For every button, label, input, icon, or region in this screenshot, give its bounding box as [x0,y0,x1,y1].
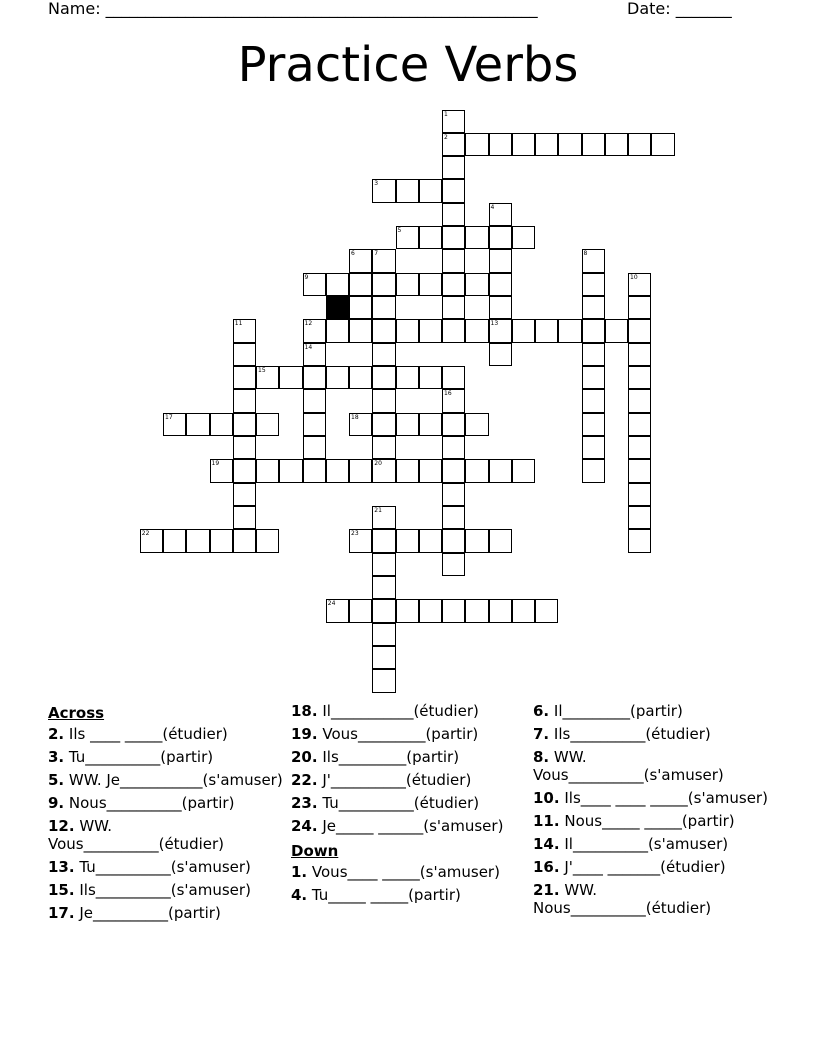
grid-cell[interactable] [303,436,326,459]
grid-cell[interactable] [582,249,605,272]
grid-cell[interactable] [582,343,605,366]
grid-cell[interactable] [349,249,372,272]
grid-cell[interactable] [303,389,326,412]
clue-number: 14 [304,343,313,351]
clue-item-text: WW. Vous__________(étudier) [48,817,225,853]
grid-cell[interactable] [582,133,605,156]
clue-item [291,886,526,904]
grid-cell[interactable] [582,296,605,319]
grid-cell[interactable] [233,483,256,506]
clue-number: 23 [351,530,359,538]
grid-cell[interactable] [419,599,442,622]
clue-item [48,904,283,922]
grid-cell[interactable] [489,319,512,342]
grid-cell[interactable] [628,459,651,482]
clue-item [533,835,768,853]
clue-item [48,794,283,812]
grid-cell[interactable] [628,343,651,366]
grid-cell[interactable] [303,366,326,389]
black-cell [326,296,349,319]
clue-item-text: Il__________(s'amuser) [559,835,729,853]
grid-cell[interactable] [303,273,326,296]
clue-item-text: Ils__________(s'amuser) [74,881,251,899]
grid-cell[interactable] [442,436,465,459]
grid-cell[interactable] [628,296,651,319]
grid-cell[interactable] [442,389,465,412]
grid-cell[interactable] [372,389,395,412]
grid-cell[interactable] [419,273,442,296]
grid-cell[interactable] [465,226,488,249]
clue-number: 10 [630,273,638,281]
grid-cell[interactable] [372,599,395,622]
clue-number: 18 [351,413,359,421]
clue-number: 20 [374,460,382,468]
clue-item-number: 4. [291,886,308,904]
clue-number: 5 [397,227,402,235]
clue-number: 17 [165,413,173,421]
clue-item-number: 9. [48,794,65,812]
grid-cell[interactable] [489,273,512,296]
clue-item [48,881,283,899]
grid-cell[interactable] [419,226,442,249]
clue-item-number: 21. [533,881,560,899]
clue-number: 11 [234,320,243,328]
grid-cell[interactable] [442,483,465,506]
clue-item [291,702,526,720]
grid-cell[interactable] [233,413,256,436]
grid-cell[interactable] [372,576,395,599]
grid-cell[interactable] [140,529,163,552]
grid-cell[interactable] [442,296,465,319]
clue-item-number: 2. [48,725,65,743]
grid-cell[interactable] [372,296,395,319]
grid-cell[interactable] [372,459,395,482]
grid-cell[interactable] [489,529,512,552]
grid-cell[interactable] [372,249,395,272]
grid-cell[interactable] [605,319,628,342]
clue-item [48,771,283,789]
clue-item-number: 15. [48,881,75,899]
clue-item-text: Il_________(partir) [549,702,683,720]
clue-item-number: 16. [533,858,560,876]
clue-item [291,725,526,743]
clue-number: 16 [444,390,452,398]
grid-cell[interactable] [396,226,419,249]
grid-cell[interactable] [349,459,372,482]
clue-number: 13 [490,320,499,328]
grid-cell[interactable] [256,529,279,552]
grid-cell[interactable] [303,319,326,342]
grid-cell[interactable] [651,133,674,156]
grid-cell[interactable] [489,599,512,622]
grid-cell[interactable] [210,413,233,436]
grid-cell[interactable] [628,366,651,389]
clue-item-number: 10. [533,789,560,807]
grid-cell[interactable] [326,366,349,389]
grid-cell[interactable] [535,599,558,622]
grid-cell[interactable] [442,366,465,389]
clue-item [48,858,283,876]
grid-cell[interactable] [558,319,581,342]
across-heading: Across [48,704,105,722]
grid-cell[interactable] [442,599,465,622]
clue-item-text: WW. Je___________(s'amuser) [64,771,283,789]
grid-cell[interactable] [442,319,465,342]
grid-cell[interactable] [349,413,372,436]
clue-item-text: J'____ _______(étudier) [559,858,726,876]
grid-cell[interactable] [582,389,605,412]
down-heading: Down [291,842,339,860]
grid-cell[interactable] [465,319,488,342]
grid-cell[interactable] [372,343,395,366]
clue-number: 2 [444,133,448,141]
grid-cell[interactable] [372,436,395,459]
grid-cell[interactable] [396,319,419,342]
clue-item-text: Il___________(étudier) [317,702,479,720]
clue-item-number: 13. [48,858,75,876]
clue-item-number: 12. [48,817,75,835]
grid-cell[interactable] [489,226,512,249]
grid-cell[interactable] [303,343,326,366]
grid-cell[interactable] [465,529,488,552]
clue-item-number: 19. [291,725,318,743]
grid-cell[interactable] [628,506,651,529]
clue-number: 15 [258,367,266,375]
grid-cell[interactable] [396,179,419,202]
clue-item-number: 11. [533,812,560,830]
clue-number: 21 [374,507,382,515]
grid-cell[interactable] [605,133,628,156]
grid-cell[interactable] [396,413,419,436]
clue-number: 6 [351,250,355,258]
grid-cell[interactable] [419,319,442,342]
clue-item-text: Nous_____ _____(partir) [559,812,735,830]
clue-item [291,748,526,766]
grid-cell[interactable] [256,459,279,482]
grid-cell[interactable] [535,133,558,156]
grid-cell[interactable] [233,506,256,529]
grid-cell[interactable] [233,343,256,366]
date-field-label: Date: _______ [627,0,732,18]
grid-cell[interactable] [582,459,605,482]
grid-cell[interactable] [372,319,395,342]
clue-item-text: Tu__________(étudier) [317,794,480,812]
clue-item [533,812,768,830]
grid-cell[interactable] [535,319,558,342]
grid-cell[interactable] [163,413,186,436]
grid-cell[interactable] [419,529,442,552]
grid-cell[interactable] [419,459,442,482]
clue-item-number: 3. [48,748,65,766]
grid-cell[interactable] [489,343,512,366]
grid-cell[interactable] [628,413,651,436]
clue-item-text: Tu__________(partir) [64,748,214,766]
grid-cell[interactable] [442,179,465,202]
grid-cell[interactable] [349,319,372,342]
grid-cell[interactable] [233,459,256,482]
clue-item [291,794,526,812]
grid-cell[interactable] [489,459,512,482]
grid-cell[interactable] [442,133,465,156]
grid-cell[interactable] [442,273,465,296]
clue-item-text: Je__________(partir) [74,904,221,922]
grid-cell[interactable] [465,133,488,156]
grid-cell[interactable] [582,366,605,389]
clue-item-text: Nous__________(partir) [64,794,235,812]
grid-cell[interactable] [582,413,605,436]
grid-cell[interactable] [628,389,651,412]
grid-cell[interactable] [256,413,279,436]
grid-cell[interactable] [442,156,465,179]
grid-cell[interactable] [582,436,605,459]
grid-cell[interactable] [489,249,512,272]
clue-item-number: 22. [291,771,318,789]
clue-item-text: WW. Vous__________(s'amuser) [533,748,724,784]
grid-cell[interactable] [326,319,349,342]
clue-item-number: 1. [291,863,308,881]
clue-number: 7 [374,250,379,258]
clue-item-number: 5. [48,771,65,789]
grid-cell[interactable] [186,413,209,436]
grid-cell[interactable] [628,529,651,552]
grid-cell[interactable] [489,133,512,156]
grid-cell[interactable] [349,529,372,552]
clue-item-number: 14. [533,835,560,853]
grid-cell[interactable] [279,459,302,482]
grid-cell[interactable] [372,553,395,576]
grid-cell[interactable] [396,366,419,389]
grid-cell[interactable] [396,273,419,296]
grid-cell[interactable] [326,273,349,296]
grid-cell[interactable] [465,459,488,482]
name-field-label: Name: ______________________________________________________ [48,0,538,18]
clue-item-text: Tu__________(s'amuser) [74,858,251,876]
clue-number: 9 [304,273,309,281]
grid-cell[interactable] [326,599,349,622]
grid-cell[interactable] [256,366,279,389]
grid-cell[interactable] [396,459,419,482]
grid-cell[interactable] [372,529,395,552]
grid-cell[interactable] [512,319,535,342]
grid-cell[interactable] [442,203,465,226]
grid-cell[interactable] [512,599,535,622]
clue-item-text: Je_____ ______(s'amuser) [317,817,504,835]
clue-item [533,858,768,876]
grid-cell[interactable] [628,319,651,342]
clue-item [48,725,283,743]
grid-cell[interactable] [349,296,372,319]
clue-number: 3 [374,180,379,188]
clue-item-number: 8. [533,748,550,766]
grid-cell[interactable] [465,413,488,436]
grid-cell[interactable] [396,529,419,552]
clue-item-text: Vous_________(partir) [317,725,479,743]
grid-cell[interactable] [419,366,442,389]
clue-item [48,817,283,853]
clue-item [291,817,526,835]
grid-cell[interactable] [396,599,419,622]
clue-item-number: 7. [533,725,550,743]
grid-cell[interactable] [442,110,465,133]
grid-cell[interactable] [372,179,395,202]
grid-cell[interactable] [372,413,395,436]
grid-cell[interactable] [210,529,233,552]
clue-item-text: Ils ____ _____(étudier) [64,725,228,743]
clue-item-text: WW. Nous__________(étudier) [533,881,712,917]
grid-cell[interactable] [465,599,488,622]
grid-cell[interactable] [442,506,465,529]
grid-cell[interactable] [582,273,605,296]
clue-item [533,881,768,917]
grid-cell[interactable] [349,599,372,622]
grid-cell[interactable] [628,483,651,506]
grid-cell[interactable] [233,529,256,552]
grid-cell[interactable] [442,249,465,272]
grid-cell[interactable] [349,366,372,389]
clue-item [533,725,768,743]
clue-item-text: J'__________(étudier) [317,771,472,789]
clue-number: 12 [304,320,313,328]
clue-item-text: Tu_____ _____(partir) [307,886,461,904]
grid-cell[interactable] [512,226,535,249]
grid-cell[interactable] [419,179,442,202]
grid-cell[interactable] [326,459,349,482]
clue-item-number: 18. [291,702,318,720]
grid-cell[interactable] [233,436,256,459]
clue-item-text: Ils_________(partir) [317,748,460,766]
clue-item-number: 23. [291,794,318,812]
grid-cell[interactable] [303,459,326,482]
clue-item-number: 6. [533,702,550,720]
grid-cell[interactable] [442,413,465,436]
grid-cell[interactable] [372,646,395,669]
grid-cell[interactable] [372,623,395,646]
grid-cell[interactable] [419,413,442,436]
clues-column-2 [291,702,526,909]
grid-cell[interactable] [465,273,488,296]
clues-column-1 [48,702,283,927]
grid-cell[interactable] [442,459,465,482]
clue-number: 4 [490,203,495,211]
clue-item [533,789,768,807]
grid-cell[interactable] [186,529,209,552]
clue-number: 1 [444,110,448,118]
grid-cell[interactable] [372,273,395,296]
grid-cell[interactable] [303,413,326,436]
grid-cell[interactable] [372,506,395,529]
grid-cell[interactable] [442,226,465,249]
clue-item-text: Ils__________(étudier) [549,725,711,743]
clue-item-number: 17. [48,904,75,922]
grid-cell[interactable] [233,319,256,342]
grid-cell[interactable] [489,203,512,226]
grid-cell[interactable] [233,389,256,412]
grid-cell[interactable] [372,366,395,389]
grid-cell[interactable] [442,529,465,552]
clue-item-text: Vous____ _____(s'amuser) [307,863,500,881]
clue-item-number: 20. [291,748,318,766]
clue-item [533,702,768,720]
clue-item [48,748,283,766]
grid-cell[interactable] [489,296,512,319]
grid-cell[interactable] [628,436,651,459]
clue-number: 22 [141,530,150,538]
grid-cell[interactable] [279,366,302,389]
grid-cell[interactable] [512,133,535,156]
grid-cell[interactable] [628,133,651,156]
grid-cell[interactable] [372,669,395,692]
grid-cell[interactable] [210,459,233,482]
clue-item [291,771,526,789]
clue-number: 8 [583,250,588,258]
clue-number: 24 [327,600,336,608]
grid-cell[interactable] [233,366,256,389]
clue-number: 19 [211,460,220,468]
grid-cell[interactable] [558,133,581,156]
grid-cell[interactable] [628,273,651,296]
clue-item-number: 24. [291,817,318,835]
grid-cell[interactable] [163,529,186,552]
grid-cell[interactable] [582,319,605,342]
grid-cell[interactable] [349,273,372,296]
page-title: Practice Verbs [237,37,579,93]
grid-cell[interactable] [512,459,535,482]
grid-cell[interactable] [442,553,465,576]
clue-item [533,748,768,784]
clue-item [291,863,526,881]
clues-column-3 [533,702,768,922]
clue-item-text: Ils____ ____ _____(s'amuser) [559,789,768,807]
